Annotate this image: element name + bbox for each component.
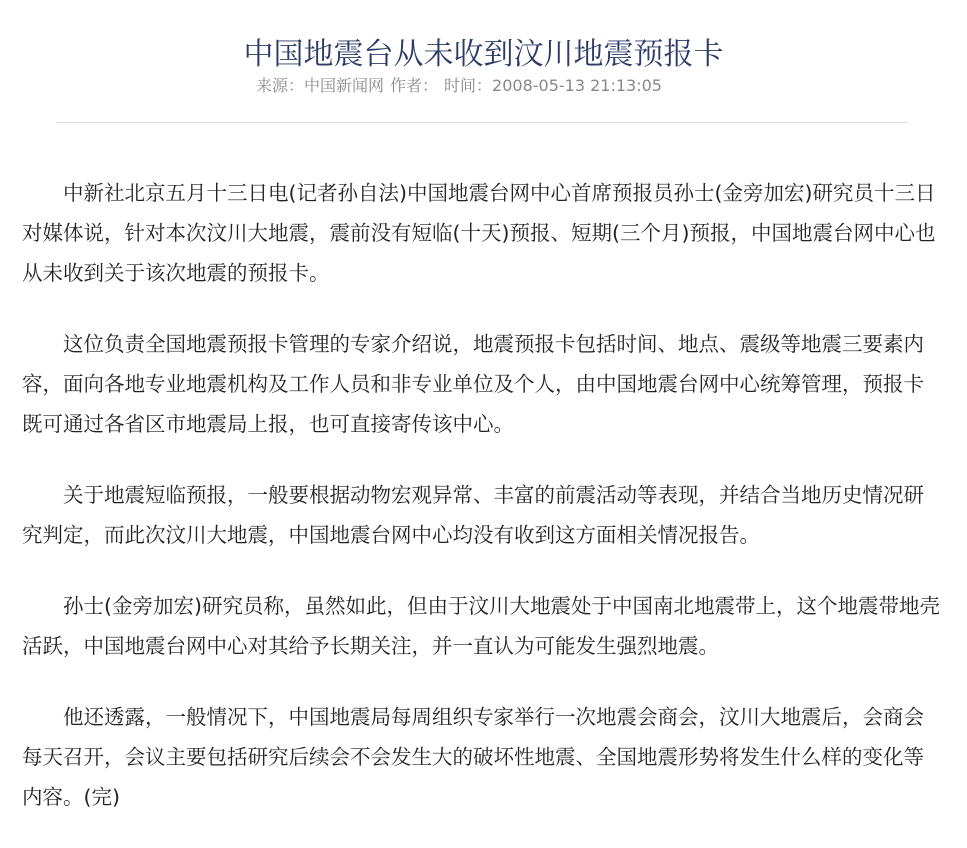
article-meta [0,73,924,99]
article-paragraph: 关于地震短临预报，一般要根据动物宏观异常、丰富的前震活动等表现，并结合当地历史情况研究判定，而此次汶川大地震，中国地震台网中心均没有收到这方面相关情况报告。 [22,483,924,547]
article-paragraph: 孙士(金旁加宏)研究员称，虽然如此，但由于汶川大地震处于中国南北地震带上，这个地震带地壳活跃，中国地震台网中心对其给予长期关注，并一直认为可能发生强烈地震。 [22,594,940,658]
article-paragraph: 这位负责全国地震预报卡管理的专家介绍说，地震预报卡包括时间、地点、震级等地震三要素内容，面向各地专业地震机构及工作人员和非专业单位及个人，由中国地震台网中心统筹管理，预报卡既可通过各省区市地震局上报，也可直接寄传该中心。 [22,332,924,436]
title-divider [56,122,908,123]
meta-author: 作者： [390,76,439,95]
article-body [22,173,944,848]
meta-source: 来源：中国新闻网 [256,76,385,95]
article-title: 中国地震台从未收到汶川地震预报卡 [243,37,724,73]
article-paragraph: 中新社北京五月十三日电(记者孙自法)中国地震台网中心首席预报员孙士(金旁加宏)研究员十三日对媒体说，针对本次汶川大地震，震前没有短临(十天)预报、短期(三个月)预报，中国地震台网中心也从未收到关于该次地震的预报卡。 [22,181,936,285]
article-paragraph: 他还透露，一般情况下，中国地震局每周组织专家举行一次地震会商会，汶川大地震后，会商会每天召开，会议主要包括研究后续会不会发生大的破坏性地震、全国地震形势将发生什么样的变化等内容。(完) [22,705,924,809]
meta-time: 时间：2008-05-13 21:13:05 [444,76,662,95]
